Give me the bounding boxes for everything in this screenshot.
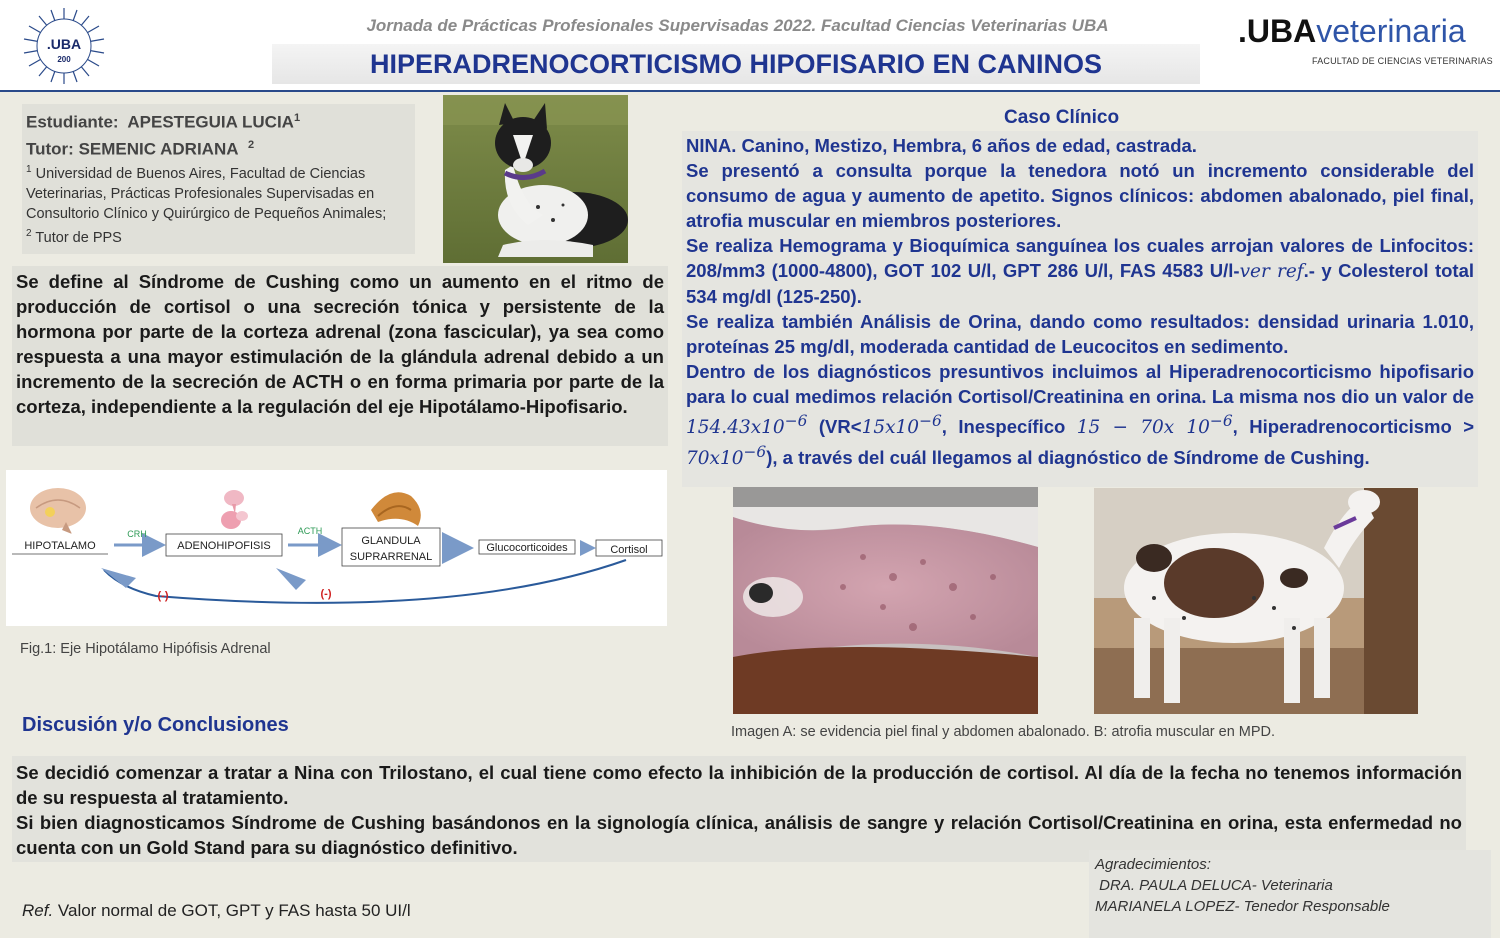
- affiliation-2: $^2$ Tutor de PPS: [26, 228, 122, 246]
- case-title: Caso Clínico: [1004, 107, 1120, 128]
- hipotalamo-box: [12, 534, 108, 554]
- brain-icon: [30, 488, 86, 534]
- figure-caption: Fig.1: Eje Hipotálamo Hipófisis Adrenal: [20, 641, 271, 657]
- author-box: [22, 104, 415, 254]
- svg-text:SUPRARRENAL: SUPRARRENAL: [349, 551, 433, 563]
- abdomen-photo: [733, 487, 1038, 714]
- cortisol-box: [596, 540, 662, 556]
- svg-text:200: 200: [57, 55, 71, 64]
- case-urinalysis: Se realiza también Análisis de Orina, dando como resultados: densidad urinaria 1.010, proteínas 25 mg/dl, moderada cantidad de Leucocitos en sedimento.: [686, 311, 1474, 357]
- case-patient: NINA. Canino, Mestizo, Hembra, 6 años de edad, castrada.: [686, 135, 1197, 156]
- discussion-title: Discusión y/o Conclusiones: [22, 714, 289, 736]
- introduction-text: Se define al Síndrome de Cushing como un aumento en el ritmo de producción de cortisol o una secreción tónica y persistente de la hormona por parte de la corteza adrenal (zona fascicular), ya sea como respuesta a una mayor estimulación de la glándula adrenal debido a un incremento de la secreción de ACTH o en forma primaria por parte de la corteza, independiente a la regulación del eje Hipotálamo-Hipofisario.: [12, 266, 668, 446]
- svg-text:HIPOTALAMO: HIPOTALAMO: [24, 540, 96, 552]
- glucocorticoides-box: [479, 540, 575, 554]
- adenohipofisis-box: [166, 534, 282, 556]
- affiliation-1: $^1$ Universidad de Buenos Aires, Facultad de Ciencias Veterinarias, Prácticas Profesionales Supervisadas en Consultorio Clínico y Quirúrgico de Pequeños Animales;: [26, 164, 387, 223]
- tutor-line: Tutor: SEMENIC ADRIANA $^2$: [26, 138, 255, 159]
- svg-text:Glucocorticoides: Glucocorticoides: [486, 542, 568, 554]
- feedback-arrow-1: [101, 568, 136, 588]
- crh-arrow: [114, 529, 160, 545]
- feedback-label-2: (-): [320, 588, 332, 600]
- adrenal-gland-icon: [371, 492, 421, 526]
- dog-portrait-photo: [443, 95, 628, 263]
- conference-line: Jornada de Prácticas Profesionales Supervisadas 2022. Facultad Ciencias Veterinarias UBA: [366, 16, 1109, 35]
- case-diagnosis: Dentro de los diagnósticos presuntivos incluimos al Hiperadrenocorticismo hipofisario para lo cual medimos relación Cortisol/Creatinina en orina. La misma nos dio un valor de $154.43x10^{-6}$ ($VR<15x10^{-6}$, Inespecífico 15 − 70x $10^{-6}$, Hiperadrenocorticismo > $70x10^{-6}$), a través del cuál llegamos al diagnóstico de Síndrome de Cushing.: [686, 361, 1475, 470]
- glandula-suprarrenal-box: [342, 528, 440, 566]
- brand-uba: .UBA: [1238, 13, 1317, 49]
- svg-text:.UBA: .UBA: [46, 36, 82, 52]
- reference-note: Ref. Valor normal de GOT, GPT y FAS hasta 50 UI/l: [22, 901, 411, 920]
- acknowledgements-box: [1089, 850, 1491, 938]
- svg-text:GLANDULA: GLANDULA: [361, 535, 421, 547]
- poster-title: HIPERADRENOCORTICISMO HIPOFISARIO EN CANINOS: [272, 44, 1200, 84]
- svg-text:ACTH: ACTH: [297, 526, 323, 536]
- case-box: [682, 131, 1478, 487]
- case-bloodwork: Se realiza Hemograma y Bioquímica sanguínea los cuales arrojan valores de Linfocitos: 208/mm3 (1000-4800), GOT 102 U/l, GPT 286 U/l, FAS 4583 U/l-ver ref.- y Colesterol total 534 mg/dl (125-250).: [686, 235, 1475, 307]
- discussion-paragraph-2: Si bien diagnosticamos Síndrome de Cushing basándonos en la signología clínica, análisis de sangre y relación Cortisol/Creatinina en orina, esta enfermedad no cuenta con un Gold Stand para su diagnóstico definitivo.: [16, 812, 1462, 858]
- brand-veterinaria: veterinaria: [1316, 13, 1466, 49]
- acth-arrow: [288, 526, 336, 545]
- discussion-box: [12, 756, 1466, 862]
- pituitary-icon: [221, 490, 248, 529]
- svg-text:CRH: CRH: [127, 529, 147, 539]
- standing-dog-photo: [1094, 488, 1418, 714]
- ack-line-1: DRA. PAULA DELUCA- Veterinaria: [1099, 877, 1333, 894]
- hpa-axis-diagram: [6, 470, 667, 626]
- case-presentation: Se presentó a consulta porque la tenedora notó un incremento considerable del consumo de agua y aumento de apetito. Signos clínicos: abdomen abalonado, piel final, atrofia muscular en miembros posteriores.: [686, 160, 1474, 231]
- feedback-arrow-2: [276, 568, 306, 590]
- ack-line-2: MARIANELA LOPEZ- Tenedor Responsable: [1095, 898, 1390, 915]
- uba-200-logo: [18, 6, 110, 86]
- svg-text:Cortisol: Cortisol: [610, 544, 648, 556]
- ack-title: Agradecimientos:: [1095, 856, 1211, 873]
- svg-text:ADENOHIPOFISIS: ADENOHIPOFISIS: [177, 540, 271, 552]
- discussion-paragraph-1: Se decidió comenzar a tratar a Nina con Trilostano, el cual tiene como efecto la inhibición de la producción de cortisol. Al día de la fecha no tenemos información de su respuesta al tratamiento.: [16, 762, 1462, 808]
- student-line: Estudiante: APESTEGUIA LUCIA$^1$: [26, 112, 301, 132]
- feedback-curve: [104, 560, 626, 603]
- brand-subtitle: FACULTAD DE CIENCIAS VETERINARIAS: [1312, 56, 1493, 66]
- uba-veterinaria-brand: [1238, 13, 1493, 74]
- feedback-label-1: (-): [157, 590, 169, 602]
- images-caption: Imagen A: se evidencia piel final y abdomen abalonado. B: atrofia muscular en MPD.: [731, 724, 1276, 740]
